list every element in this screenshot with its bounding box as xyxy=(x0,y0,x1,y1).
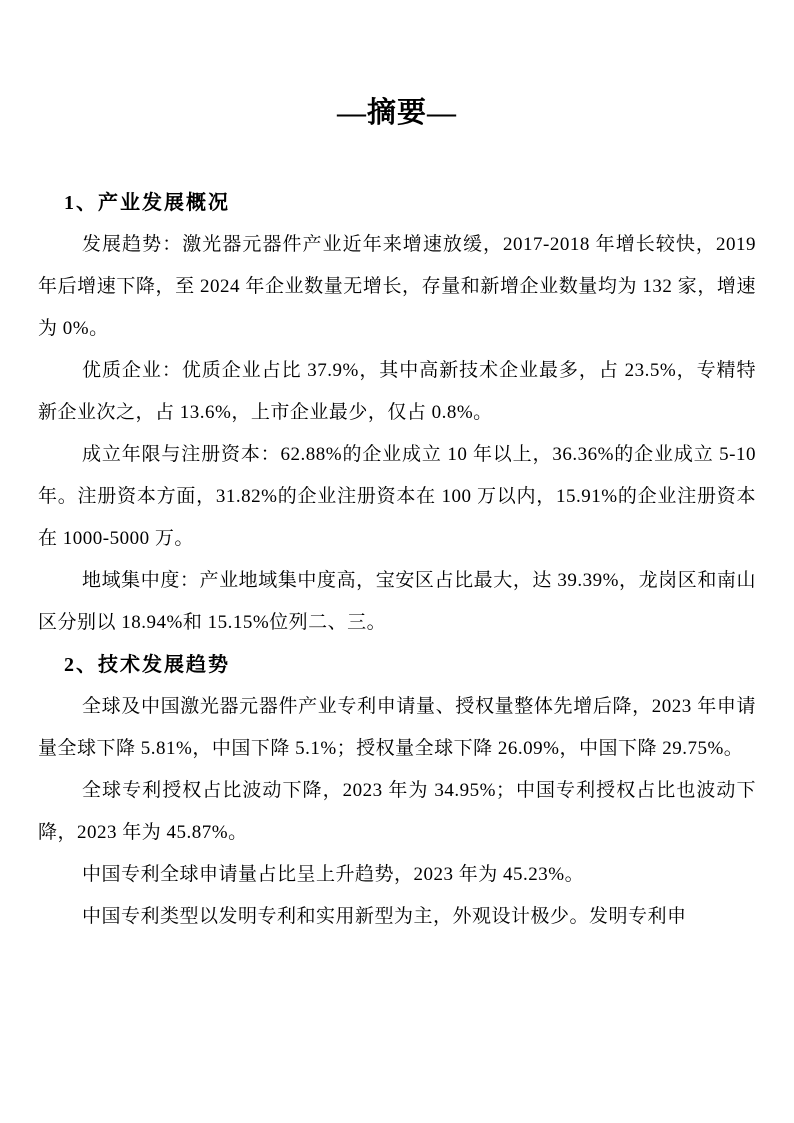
section-1-heading: 1、产业发展概况 xyxy=(64,192,230,214)
paragraph-china-application-share: 中国专利全球申请量占比呈上升趋势，2023 年为 45.23%。 xyxy=(82,864,585,885)
section-2-heading: 2、技术发展趋势 xyxy=(64,654,230,676)
paragraph-regional-concentration: 地域集中度：产业地域集中度高，宝安区占比最大，达 39.39%，龙岗区和南山区分别以 18.94%和 15.15%位列二、三。 xyxy=(38,570,756,633)
paragraph-quality-enterprises: 优质企业：优质企业占比 37.9%，其中高新技术企业最多，占 23.5%，专精特新企业次之，占 13.6%，上市企业最少，仅占 0.8%。 xyxy=(38,360,756,423)
page-title: —摘要— xyxy=(336,97,457,129)
section-technology-trends xyxy=(38,644,756,938)
section-industry-overview xyxy=(38,182,756,644)
paragraph-grant-ratio-decline: 全球专利授权占比波动下降，2023 年为 34.95%；中国专利授权占比也波动下降，2023 年为 45.87%。 xyxy=(38,780,756,843)
paragraph-patent-applications-grants: 全球及中国激光器元器件产业专利申请量、授权量整体先增后降，2023 年申请量全球下降 5.81%，中国下降 5.1%；授权量全球下降 26.09%，中国下降 29.75%。 xyxy=(38,696,756,759)
paragraph-founding-years-capital: 成立年限与注册资本：62.88%的企业成立 10 年以上，36.36%的企业成立 5-10 年。注册资本方面，31.82%的企业注册资本在 100 万以内，15.91%的企业注册资本在 1000-5000 万。 xyxy=(38,444,756,549)
paragraph-patent-types-truncated: 中国专利类型以发明专利和实用新型为主，外观设计极少。发明专利申 xyxy=(82,906,687,927)
paragraph-development-trend: 发展趋势：激光器元器件产业近年来增速放缓，2017-2018 年增长较快，2019 年后增速下降，至 2024 年企业数量无增长，存量和新增企业数量均为 132 家，增速为 0%。 xyxy=(38,234,756,339)
